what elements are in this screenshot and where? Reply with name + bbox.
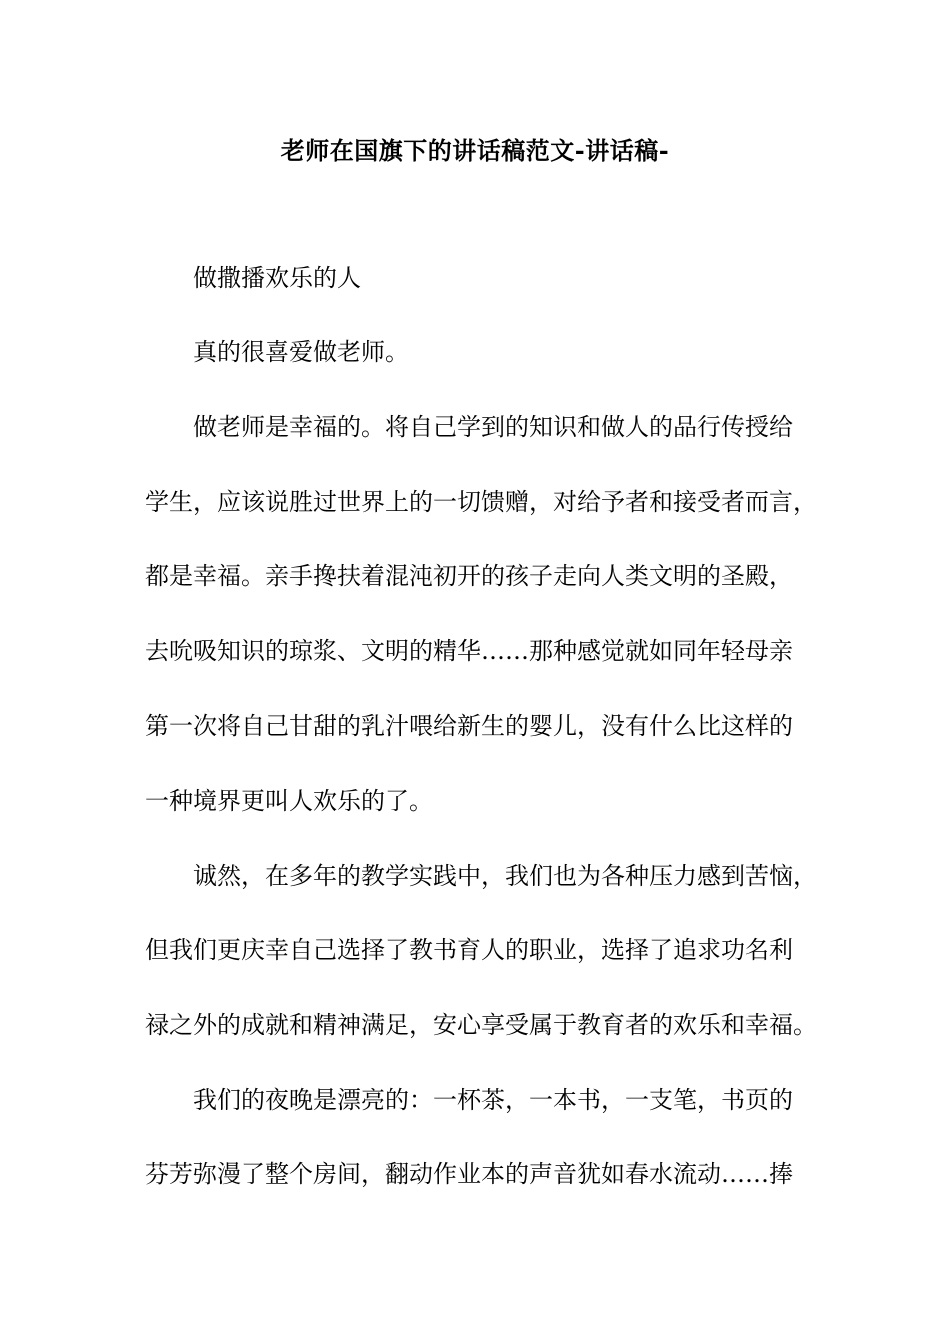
paragraph-line: 诚然，在多年的教学实践中，我们也为各种压力感到苦恼， [193,862,817,890]
paragraph-line: 禄之外的成就和精神满足，安心享受属于教育者的欢乐和幸福。 [145,1011,817,1039]
paragraph-line: 去吮吸知识的琼浆、文明的精华……那种感觉就如同年轻母亲 [145,637,793,665]
subtitle-line: 做撒播欢乐的人 [193,264,361,292]
paragraph-line: 学生，应该说胜过世界上的一切馈赠，对给予者和接受者而言， [145,488,817,516]
paragraph-line: 一种境界更叫人欢乐的了。 [145,787,433,815]
paragraph-line: 真的很喜爱做老师。 [193,338,409,366]
paragraph-line: 我们的夜晚是漂亮的：一杯茶，一本书，一支笔，书页的 [193,1086,793,1114]
paragraph-line: 但我们更庆幸自己选择了教书育人的职业，选择了追求功名利 [145,936,793,964]
document-title: 老师在国旗下的讲话稿范文-讲话稿- [280,136,670,165]
paragraph-line: 做老师是幸福的。将自己学到的知识和做人的品行传授给 [193,413,793,441]
paragraph-line: 第一次将自己甘甜的乳汁喂给新生的婴儿，没有什么比这样的 [145,712,793,740]
paragraph-line: 芬芳弥漫了整个房间，翻动作业本的声音犹如春水流动……捧 [145,1160,793,1188]
paragraph-line: 都是幸福。亲手搀扶着混沌初开的孩子走向人类文明的圣殿， [145,562,793,590]
